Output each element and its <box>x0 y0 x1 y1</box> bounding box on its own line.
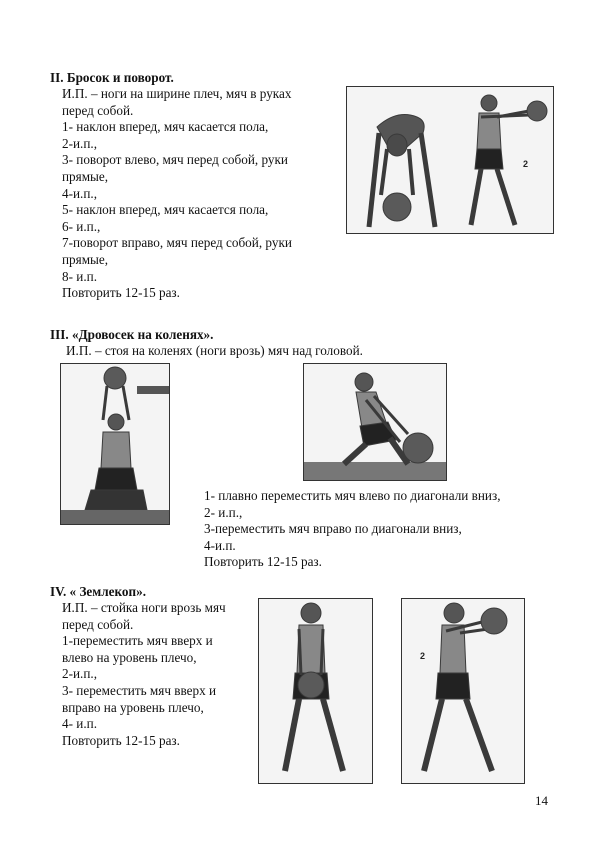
text-line: 2- и.п., <box>204 504 243 520</box>
text-line: 3- переместить мяч вверх и <box>62 682 217 698</box>
exercise-photo-kneeling-overhead <box>60 363 170 525</box>
photo-step-label: 2 <box>420 651 426 661</box>
text-line: 4- и.п. <box>62 716 97 732</box>
text-line: 4-и.п., <box>62 185 97 201</box>
photo-step-label: 2 <box>523 159 529 169</box>
exercise-photo-throw-turn <box>346 86 554 234</box>
text-line: перед собой. <box>62 102 134 118</box>
text-line: влево на уровень плечо, <box>62 649 197 665</box>
text-line: 5- наклон вперед, мяч касается пола, <box>62 202 269 218</box>
section-3-intro: И.П. – стоя на коленях (ноги врозь) мяч над головой. <box>66 343 363 358</box>
text-line: вправо на уровень плечо, <box>62 699 204 715</box>
text-line: Повторить 12-15 раз. <box>62 285 180 301</box>
text-line: 2-и.п., <box>62 135 97 151</box>
text-line: Повторить 12-15 раз. <box>204 554 322 570</box>
text-line: прямые, <box>62 251 109 267</box>
text-line: перед собой. <box>62 616 134 632</box>
text-line: 1-переместить мяч вверх и <box>62 633 213 649</box>
text-line: 2-и.п., <box>62 666 97 682</box>
text-line: 7-поворот вправо, мяч перед собой, руки <box>62 235 292 251</box>
text-line: 6- и.п., <box>62 218 101 234</box>
exercise-photo-kneeling-diagonal <box>303 363 447 481</box>
exercise-photo-digger-turn <box>401 598 525 784</box>
text-line: 1- наклон вперед, мяч касается пола, <box>62 119 269 135</box>
text-line: И.П. – ноги на ширине плеч, мяч в руках <box>62 86 292 101</box>
section-3-title: III. «Дровосек на коленях». <box>50 327 214 342</box>
text-line: Повторить 12-15 раз. <box>62 732 180 748</box>
text-line: 1- плавно переместить мяч влево по диагонали вниз, <box>204 488 501 503</box>
text-line: прямые, <box>62 168 109 184</box>
page-number: 14 <box>535 793 548 808</box>
text-line: И.П. – стойка ноги врозь мяч <box>62 600 226 615</box>
section-4-text <box>62 600 226 749</box>
section-4-title: IV. « Землекоп». <box>50 584 146 599</box>
text-line: 3- поворот влево, мяч перед собой, руки <box>62 152 288 168</box>
exercise-photo-digger-start <box>258 598 373 784</box>
text-line: 3-переместить мяч вправо по диагонали вниз, <box>204 521 462 537</box>
text-line: 4-и.п. <box>204 537 236 553</box>
section-2-title: II. Бросок и поворот. <box>50 70 174 85</box>
text-line: 8- и.п. <box>62 268 97 284</box>
section-2-text <box>62 86 292 302</box>
section-3-text <box>204 488 501 571</box>
